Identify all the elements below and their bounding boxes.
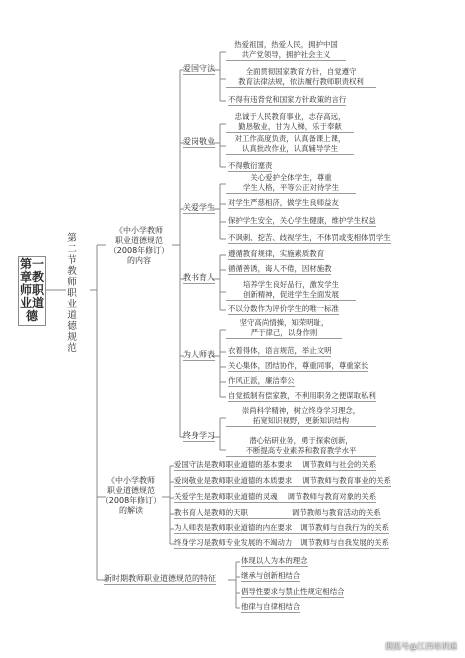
interpretation-row: 终身学习是教师专业发展的不竭动力 调节教师与自我发展的关系 xyxy=(174,538,389,547)
norm-item: 不得敷衍塞责 xyxy=(228,161,273,170)
interpretation-row: 爱国守法是教师职业道德的基本要求 调节教师与社会的关系 xyxy=(174,460,377,469)
norm-item: 遵循教育规律，实施素质教育 xyxy=(228,249,325,258)
feature-item: 他律与自律相结合 xyxy=(241,602,301,611)
norm-item: 忠诚于人民教育事业，志存高远， 勤恳敬业，甘为人梯，乐于奉献 xyxy=(226,112,354,133)
norm-label-dedication: 爱岗敬业 xyxy=(183,137,215,146)
interpret-title: 《中小学教师 职业道德规范 （2008年修订） 的解读 xyxy=(100,476,162,515)
norm-item: 热爱祖国，热爱人民，拥护中国 共产党领导，拥护社会主义 xyxy=(226,40,346,61)
norm-item: 不以分数作为评价学生的唯一标准 xyxy=(228,304,339,313)
content-title: 《中小学教师 职业道德规范 （2008年修订） 的内容 xyxy=(108,226,170,265)
norm-item: 保护学生安全，关心学生健康，维护学生权益 xyxy=(228,216,376,225)
norm-label-care: 关爱学生 xyxy=(183,203,215,212)
norm-label-model: 为人师表 xyxy=(183,350,215,359)
norm-item: 关心爱护全体学生，尊重 学生人格，平等公正对待学生 xyxy=(226,173,356,194)
norm-item: 关心集体，团结协作，尊重同事，尊重家长 xyxy=(228,361,369,370)
interpretation-row: 为人师表是教师职业道德的内在要求 调节教师与自我行为的关系 xyxy=(174,523,389,532)
norm-item: 自觉抵制有偿家教，不利用职务之便谋取私利 xyxy=(228,391,376,400)
chapter-title: 第一章教师职业道德 xyxy=(19,257,44,323)
norm-item: 作风正派，廉洁奉公 xyxy=(228,376,295,385)
norm-item: 崇尚科学精神，树立终身学习理念， 拓宽知识视野，更新知识结构 xyxy=(226,406,376,427)
norm-item: 不得有违背党和国家方针政策的言行 xyxy=(228,95,347,104)
norm-item: 培养学生良好品行，激发学生 创新精神，促进学生全面发展 xyxy=(226,280,356,301)
norm-item: 潜心钻研业务，勇于探索创新， 不断提高专业素养和教育教学水平 xyxy=(226,436,376,457)
norm-item: 坚守高尚情操，知荣明耻， 严于律己，以身作则 xyxy=(226,318,342,339)
watermark: 搜狐号@江西培训通 xyxy=(385,642,457,651)
norm-item: 全面贯彻国家教育方针，自觉遵守 教育法律法规，依法履行教师职责权利 xyxy=(226,67,376,88)
norm-item: 衣着得体，语言规范，举止文明 xyxy=(228,346,332,355)
norm-item: 循循善诱，诲人不倦，因材施教 xyxy=(228,264,332,273)
interpretation-row: 关爱学生是教师职业道德的灵魂 调节教师与教育对象的关系 xyxy=(174,492,377,501)
norm-label-lifelong: 终身学习 xyxy=(183,431,215,440)
feature-item: 体现以人为本的理念 xyxy=(241,556,308,565)
norm-label-patriotism: 爱国守法 xyxy=(183,64,215,73)
norm-item: 不讽刺、挖苦、歧视学生，不体罚或变相体罚学生 xyxy=(228,233,391,242)
norm-item: 对工作高度负责，认真备课上课， 认真批改作业，认真辅导学生 xyxy=(226,134,354,155)
norm-label-educating: 教书育人 xyxy=(183,273,215,282)
norm-item: 对学生严慈相济，做学生良师益友 xyxy=(228,198,339,207)
section-title: 第二节教师职业道德规范 xyxy=(67,233,77,354)
feature-item: 继承与创新相结合 xyxy=(241,571,301,580)
interpretation-row: 教书育人是教师的天职 调节教师与教育活动的关系 xyxy=(174,508,381,517)
new-era-title: 新时期教师职业道德规范的特征 xyxy=(104,574,216,583)
feature-item: 倡导性要求与禁止性规定相结合 xyxy=(241,587,345,596)
interpretation-row: 爱岗敬业是教师职业道德的本质要求 调节教师与教育事业的关系 xyxy=(174,476,391,485)
